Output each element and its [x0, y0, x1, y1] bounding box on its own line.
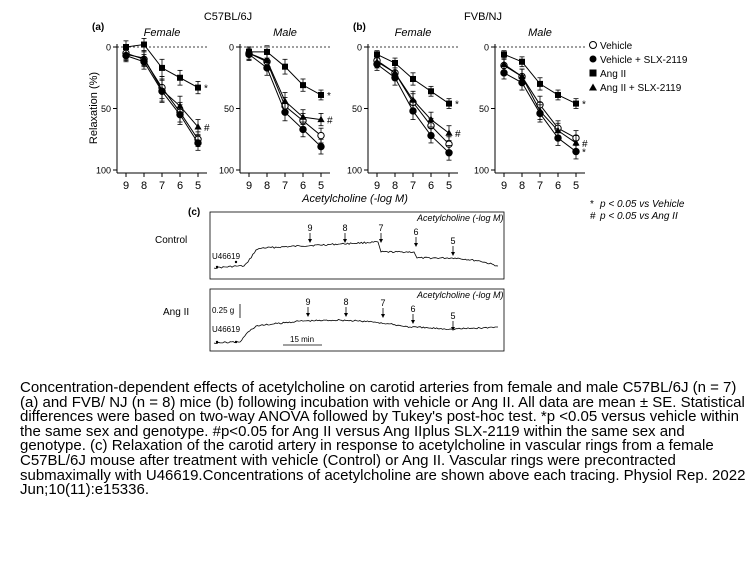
y-tick-label: 50: [478, 104, 489, 114]
x-tick-label: 5: [572, 180, 580, 192]
dose-label: 9: [305, 297, 311, 307]
point-vehicle-slx: [195, 140, 201, 146]
point-angii: [428, 88, 434, 94]
point-vehicle-slx: [300, 126, 306, 132]
x-tick-label: 5: [445, 180, 453, 192]
dose-arrowhead: [379, 239, 383, 243]
point-vehicle-slx: [446, 150, 452, 156]
legend-label-angii-slx: Ang II + SLX-2119: [600, 83, 682, 94]
panel-title: Female: [394, 27, 432, 39]
legend-marker-vehicle: [590, 42, 597, 49]
dose-arrowhead: [451, 252, 455, 256]
point-angii: [177, 75, 183, 81]
significance-mark: *: [327, 90, 331, 102]
significance-mark: *: [582, 147, 586, 159]
baseline-dot: [235, 261, 237, 263]
point-angii: [159, 65, 165, 71]
sig-hash-symbol: #: [590, 211, 596, 222]
y-tick-label: 100: [95, 165, 111, 176]
baseline-dot: [235, 341, 237, 343]
dose-label: 5: [450, 311, 456, 321]
y-tick-label: 100: [218, 165, 234, 176]
panel-c-label: (c): [188, 207, 201, 218]
significance-mark: #: [455, 129, 461, 141]
x-tick-label: 9: [373, 180, 381, 192]
dose-label: 6: [410, 304, 416, 314]
significance-mark: *: [455, 99, 459, 111]
significance-mark: *: [204, 83, 208, 95]
dose-arrowhead: [381, 314, 385, 318]
point-angii: [195, 85, 201, 91]
point-angii: [300, 82, 306, 88]
significance-mark: *: [582, 99, 586, 111]
significance-mark: #: [204, 122, 210, 134]
tracing-control-ach-label: Acetylcholine (-log M): [417, 213, 504, 223]
point-vehicle-slx: [428, 132, 434, 138]
plot-c57-male: [219, 27, 333, 192]
sig-star-symbol: *: [590, 199, 594, 210]
legend: [589, 41, 688, 94]
significance-mark: #: [582, 138, 588, 150]
y-tick-label: 50: [223, 104, 234, 114]
x-tick-label: 7: [158, 180, 166, 192]
scale-time-label: 15 min: [290, 335, 315, 344]
dose-label: 7: [378, 223, 384, 233]
panel-title: Male: [273, 27, 297, 39]
x-tick-label: 6: [299, 180, 307, 192]
dose-label: 8: [342, 223, 348, 233]
y-tick-label: 50: [100, 104, 111, 114]
y-tick-label: 100: [473, 165, 489, 176]
scale-force-label: 0.25 g: [212, 306, 235, 315]
point-vehicle: [318, 132, 324, 138]
x-tick-label: 9: [245, 180, 253, 192]
sig-hash-text: p < 0.05 vs Ang II: [600, 211, 678, 222]
x-tick-label: 9: [500, 180, 508, 192]
x-tick-label: 8: [140, 180, 148, 192]
y-tick-label: 0: [483, 42, 489, 53]
legend-label-vehicle-slx: Vehicle + SLX-2119: [600, 55, 688, 66]
dose-arrowhead: [344, 313, 348, 317]
dose-arrowhead: [308, 239, 312, 243]
baseline-dot: [216, 341, 218, 343]
sig-star-text: p < 0.05 vs Vehicle: [600, 199, 685, 210]
point-angii: [573, 101, 579, 107]
x-tick-label: 5: [194, 180, 202, 192]
x-tick-label: 9: [122, 180, 130, 192]
x-tick-label: 6: [554, 180, 562, 192]
y-tick-label: 0: [356, 42, 362, 53]
x-axis-label: Acetylcholine (-log M): [302, 193, 408, 205]
legend-label-angii: Ang II: [600, 69, 627, 80]
x-tick-label: 6: [176, 180, 184, 192]
plot-fvb-female: [347, 27, 461, 192]
point-angii-slx: [409, 96, 416, 102]
tracing-control-u46619: U46619: [212, 252, 241, 261]
strain-b-heading: FVB/NJ: [464, 11, 502, 23]
significance-mark: #: [327, 115, 333, 127]
tracing-angii-u46619: U46619: [212, 325, 241, 334]
point-angii: [519, 59, 525, 65]
x-tick-label: 7: [409, 180, 417, 192]
point-angii: [501, 51, 507, 57]
tracing-control: [155, 212, 504, 279]
y-tick-label: 50: [351, 104, 362, 114]
point-angii: [141, 42, 147, 48]
x-tick-label: 8: [263, 180, 271, 192]
dose-arrowhead: [343, 239, 347, 243]
dose-label: 7: [380, 298, 386, 308]
x-tick-label: 8: [518, 180, 526, 192]
panel-b-label: (b): [353, 22, 366, 33]
legend-marker-vehicle-slx: [590, 56, 597, 63]
y-tick-label: 100: [346, 165, 362, 176]
point-angii: [318, 92, 324, 98]
dose-label: 5: [450, 236, 456, 246]
x-tick-label: 7: [281, 180, 289, 192]
point-angii-slx: [445, 129, 452, 135]
y-tick-label: 0: [228, 42, 234, 53]
figure-caption: Concentration-dependent effects of acetylcholine on carotid arteries from female and male C57BL/6J (n = 7) (a) and FVB/ NJ (n = 8) mice (b) following incubation with vehicle or Ang II. All data are mean ± SE. Statistical differences were based on two-way ANOVA followed by Tukey's post-hoc test. *p <0.05 versus vehicle within the same sex and genotype. #p<0.05 for Ang II versus Ang IIplus SLX-2119 within the same sex and genotype. (c) Relaxation of the carotid artery in response to acetylcholine in vascular rings from a female C57BL/6J mouse after treatment with vehicle (Control) or Ang II. Vascular rings were precontracted submaximally with U46619.Concentrations of acetylcholine are shown above each tracing. Physiol Rep. 2022 Jun;10(11):e15336.: [20, 379, 746, 499]
baseline-dot: [216, 266, 218, 268]
y-tick-label: 0: [105, 42, 111, 53]
point-vehicle-slx: [318, 143, 324, 149]
panel-a-label: (a): [92, 22, 105, 33]
tracing-control-doses: [307, 223, 455, 256]
tracing-angii-ach-label: Acetylcholine (-log M): [417, 290, 504, 300]
tracing-angii-label: Ang II: [163, 307, 190, 318]
point-angii: [282, 64, 288, 70]
dose-arrowhead: [411, 320, 415, 324]
tracing-angii-line: [214, 320, 498, 344]
dose-label: 6: [413, 227, 419, 237]
tracing-angii: [163, 289, 504, 351]
strain-a-heading: C57BL/6J: [203, 11, 253, 23]
panel-title: Male: [528, 27, 552, 39]
point-angii: [446, 101, 452, 107]
legend-label-vehicle: Vehicle: [600, 41, 633, 52]
point-angii: [410, 76, 416, 82]
legend-marker-angii: [590, 70, 597, 77]
x-tick-label: 5: [317, 180, 325, 192]
y-axis-label: Relaxation (%): [88, 71, 100, 145]
panel-title: Female: [143, 27, 181, 39]
legend-marker-angii-slx: [589, 84, 597, 91]
tracing-control-label: Control: [155, 235, 188, 246]
point-angii: [537, 81, 543, 87]
dose-arrowhead: [306, 313, 310, 317]
x-tick-label: 7: [536, 180, 544, 192]
dose-arrowhead: [414, 243, 418, 247]
x-tick-label: 6: [427, 180, 435, 192]
tracing-angii-doses: [305, 297, 455, 331]
point-angii: [555, 92, 561, 98]
plot-fvb-male: [474, 27, 588, 192]
dose-label: 8: [343, 297, 349, 307]
plot-c57-female: [96, 27, 210, 192]
dose-label: 9: [307, 223, 313, 233]
x-tick-label: 8: [391, 180, 399, 192]
